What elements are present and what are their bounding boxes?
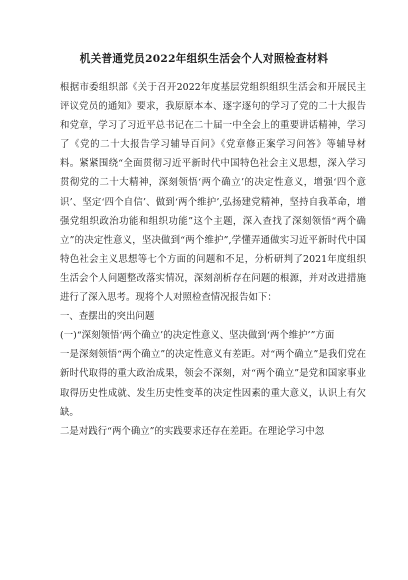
intro-paragraph: 根据市委组织部《关于召开2022年度基层党组织组织生活会和开展民主评议党员的通知》要求，我原原本本、逐字逐句的学习了党的二十大报告和党章，学习了习近平总书记在二十届一中全会上的重要讲话精神，学习了《党的二十大报告学习辅导百问》《党章修正案学习问答》等辅导材料。紧紧围绕“全面贯彻习近平新时代中国特色社会主义思想，深入学习贯彻党的二十大精神，深刻领悟‘两个确立’的决定性意义，增强‘四个意识’、坚定‘四个自信’、做到‘两个维护’,弘扬建党精神，坚持自我革命，增强党组织政治功能和组织功能”这个主题，深入查找了深刻领悟“两个确立”的决定性意义，坚决做到“两个维护”,学懂弄通做实习近平新时代中国特色社会主义思想等七个方面的问题和不足，分析研判了2021年度组织生活会个人问题整改落实情况，深刻剖析存在问题的根源，并对改进措施进行了深入思考。现将个人对照检查情况报告如下： bbox=[60, 82, 366, 304]
document-body bbox=[60, 78, 366, 441]
section-heading: 一、查摆出的突出问题 bbox=[60, 311, 155, 323]
issue-paragraph-1: 一是深刻领悟“两个确立”的决定性意义有差距。对“两个确立”是我们党在新时代取得的重大政治成果，领会不深刻，对“两个确立”是党和国家事业取得历史性成就、发生历史性变革的决定性因素的重大意义，认识上有欠缺。 bbox=[60, 349, 366, 418]
document-title: 机关普通党员2022年组织生活会个人对照检查材料 bbox=[79, 53, 329, 65]
subsection-heading: (一)“深刻领悟‘两个确立’的决定性意义、坚决做到‘两个维护’”方面 bbox=[60, 330, 335, 342]
issue-paragraph-2: 二是对践行“两个确立”的实践要求还存在差距。在理论学习中忽 bbox=[60, 425, 325, 437]
